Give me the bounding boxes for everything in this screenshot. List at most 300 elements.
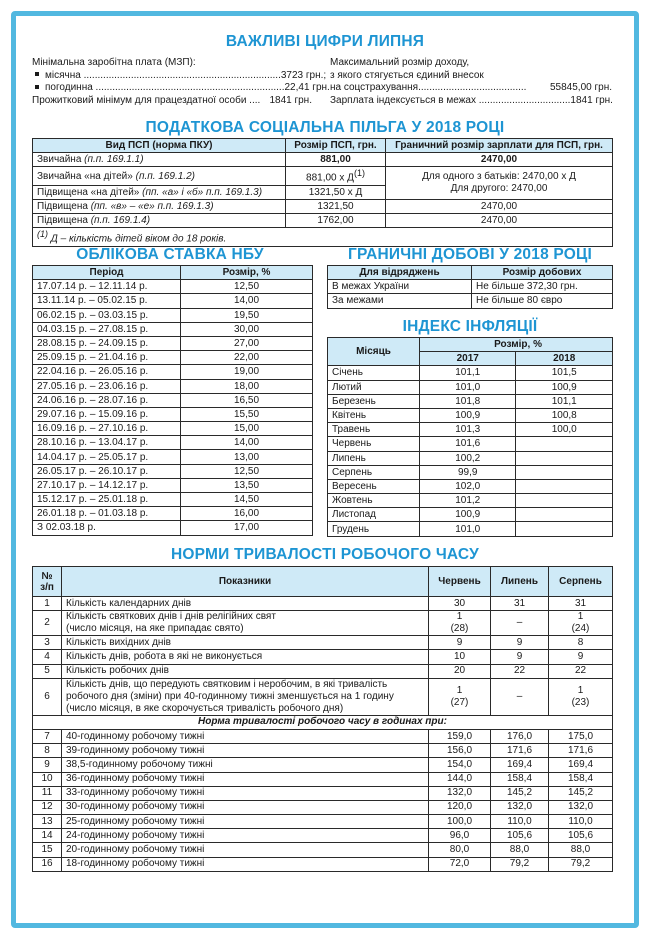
work-jun: [429, 636, 491, 650]
work-label: 18-годинному робочому тижні: [62, 857, 429, 871]
psp-title: ПОДАТКОВА СОЦІАЛЬНА ПІЛЬГА У 2018 РОЦІ: [145, 119, 505, 136]
psp-amount: 881,00: [286, 153, 386, 167]
work-num: 1: [33, 597, 62, 611]
nbu-period: 13.11.14 р. – 05.02.15 р.: [33, 294, 181, 308]
work-aug: [549, 650, 613, 664]
table-row: [33, 322, 313, 336]
psp-limit: 2470,00: [386, 214, 613, 228]
work-jul: 158,4: [491, 772, 549, 786]
table-row: [33, 280, 313, 294]
work-label: [62, 678, 429, 715]
work-value-line: 9: [577, 650, 584, 662]
work-label-line: (число місяця, в яке скорочується тривалість робочого дня): [66, 702, 344, 714]
inflation-col-month: Місяць: [328, 338, 420, 366]
psp-limit-parent1: Для одного з батьків: 2470,00 х Д: [422, 171, 576, 183]
nbu-rate: 16,00: [181, 507, 313, 521]
max-income-line1: Максимальний розмір доходу,: [330, 57, 470, 68]
work-col-jun: Червень: [429, 567, 491, 597]
psp-type: Підвищена: [37, 215, 88, 227]
nbu-rate: 14,00: [181, 294, 313, 308]
mzp-label: Мінімальна заробітна плата (МЗП):: [32, 57, 196, 68]
key-numbers-title: ВАЖЛИВІ ЦИФРИ ЛИПНЯ: [225, 33, 425, 50]
work-jul: 132,0: [491, 800, 549, 814]
psp-header-row: [33, 139, 613, 153]
nbu-period: 27.05.16 р. – 23.06.16 р.: [33, 379, 181, 393]
work-num: 11: [33, 786, 62, 800]
work-time-header-row: [33, 567, 613, 597]
max-income-row: на соцстрахування....................................... 55845,00 грн.: [330, 82, 612, 93]
inflation-value-2018: [516, 437, 613, 451]
table-row: [328, 408, 613, 422]
table-row: [33, 308, 313, 322]
psp-norm: (пп. «а» і «б» п.п. 169.1.3): [142, 186, 263, 198]
inflation-month: Вересень: [328, 479, 420, 493]
table-row: [328, 494, 613, 508]
work-col-num: № з/п: [33, 567, 62, 597]
inflation-month: Травень: [328, 423, 420, 437]
work-jul: 22: [491, 664, 549, 678]
table-row: [328, 380, 613, 394]
work-aug: [549, 636, 613, 650]
table-row: [328, 394, 613, 408]
work-label: 24-годинному робочому тижні: [62, 829, 429, 843]
psp-footnote-row: [33, 228, 613, 246]
work-label-line: Кількість робочих днів: [66, 665, 169, 677]
inflation-value-2017: 101,3: [420, 423, 516, 437]
nbu-period: 24.06.16 р. – 28.07.16 р.: [33, 393, 181, 407]
table-row: [328, 508, 613, 522]
table-row: [33, 678, 613, 715]
table-row: [328, 479, 613, 493]
work-value-line: 22: [574, 665, 587, 677]
per-diem-type: За межами: [328, 294, 472, 308]
table-row: [33, 744, 613, 758]
inflation-value-2018: [516, 494, 613, 508]
nbu-rate: 13,50: [181, 478, 313, 492]
work-value-line: 1: [577, 611, 584, 623]
nbu-rate: 14,50: [181, 493, 313, 507]
work-num: 2: [33, 611, 62, 636]
table-row: [33, 829, 613, 843]
inflation-value-2017: 101,8: [420, 394, 516, 408]
psp-amount: 1321,50: [286, 199, 386, 213]
inflation-value-2018: [516, 508, 613, 522]
work-num: 10: [33, 772, 62, 786]
nbu-period: 26.01.18 р. – 01.03.18 р.: [33, 507, 181, 521]
work-label-line: Кількість вихідних днів: [66, 636, 171, 648]
nbu-rate: 30,00: [181, 322, 313, 336]
table-row: [33, 336, 313, 350]
work-aug: 171,6: [549, 744, 613, 758]
inflation-month: Січень: [328, 366, 420, 380]
table-row: [33, 379, 313, 393]
monthly-row: місячна ....................................................................... 3723 грн.;: [32, 70, 312, 83]
psp-limit-children: [386, 167, 613, 200]
inflation-value-2017: 99,9: [420, 465, 516, 479]
work-label: [62, 636, 429, 650]
work-time-table: [32, 566, 613, 872]
nbu-period: 29.07.16 р. – 15.09.16 р.: [33, 407, 181, 421]
inflation-title: ІНДЕКС ІНФЛЯЦІЇ: [402, 318, 538, 335]
inflation-year-2018: 2018: [516, 352, 613, 366]
inflation-month: Жовтень: [328, 494, 420, 508]
work-label-line: (число місяця, на яке припадає свято): [66, 623, 244, 635]
work-label: 38,5-годинному робочому тижні: [62, 758, 429, 772]
indexation-row: Зарплата індексується в межах ................................. 1841 грн.: [330, 94, 613, 106]
nbu-rate: 15,50: [181, 407, 313, 421]
nbu-col-period: Період: [33, 266, 181, 280]
inflation-value-2018: 100,0: [516, 423, 613, 437]
inflation-value-2017: 101,0: [420, 380, 516, 394]
work-jun: 132,0: [429, 786, 491, 800]
table-row: [33, 167, 613, 185]
work-jul: 171,6: [491, 744, 549, 758]
work-value-line: 31: [574, 597, 587, 609]
work-num: 9: [33, 758, 62, 772]
work-aug: 132,0: [549, 800, 613, 814]
table-row: [33, 815, 613, 829]
work-aug: [549, 678, 613, 715]
inflation-value-2017: 101,6: [420, 437, 516, 451]
work-label: [62, 650, 429, 664]
table-row: [33, 464, 313, 478]
table-row: [328, 522, 613, 536]
work-aug: 175,0: [549, 729, 613, 743]
per-diem-col-amount: Розмір добових: [472, 266, 613, 280]
nbu-rate: 17,00: [181, 521, 313, 535]
work-jul: 79,2: [491, 857, 549, 871]
max-income-line2: з якого стягується єдиний внесок: [330, 69, 484, 81]
psp-limit: 2470,00: [386, 199, 613, 213]
psp-amount: 1762,00: [286, 214, 386, 228]
table-row: [33, 153, 613, 167]
table-row: [328, 437, 613, 451]
hourly-value: 22,41 грн.: [284, 82, 330, 93]
subsistence-row: [32, 95, 312, 108]
psp-type: Підвищена: [37, 200, 88, 212]
inflation-value-2017: 101,2: [420, 494, 516, 508]
work-jul: 169,4: [491, 758, 549, 772]
table-row: [33, 436, 313, 450]
psp-limit: 2470,00: [386, 153, 613, 167]
inflation-value-2017: 101,1: [420, 366, 516, 380]
work-jun: [429, 611, 491, 636]
table-row: [33, 393, 313, 407]
work-jul: 145,2: [491, 786, 549, 800]
work-num: 13: [33, 815, 62, 829]
psp-amount: 1321,50 х Д: [286, 185, 386, 199]
work-value-line: (28): [450, 623, 469, 635]
work-jun: 80,0: [429, 843, 491, 857]
table-row: [33, 650, 613, 664]
inflation-month: Серпень: [328, 465, 420, 479]
work-num: 7: [33, 729, 62, 743]
nbu-period: 28.10.16 р. – 13.04.17 р.: [33, 436, 181, 450]
work-label: 20-годинному робочому тижні: [62, 843, 429, 857]
inflation-header-row: [328, 338, 613, 352]
subsistence-value: 1841 грн.: [269, 94, 312, 106]
work-jun: [429, 650, 491, 664]
nbu-table: [32, 265, 313, 536]
hourly-label: погодинна: [45, 82, 93, 93]
psp-limit-parent2: Для другого: 2470,00: [450, 183, 548, 195]
bullet-icon: [35, 72, 39, 76]
work-label-line: Кількість календарних днів: [66, 597, 192, 609]
work-label: 40-годинному робочому тижні: [62, 729, 429, 743]
work-jul: 9: [491, 650, 549, 664]
psp-norm: (п.п. 169.1.2): [135, 170, 195, 182]
inflation-table: [327, 337, 613, 537]
work-num: 15: [33, 843, 62, 857]
work-jul: 110,0: [491, 815, 549, 829]
indexation-value: 1841 грн.: [570, 94, 613, 106]
table-row: [33, 611, 613, 636]
work-label-line: Кількість святкових днів і днів релігійних свят: [66, 611, 276, 623]
work-aug: [549, 664, 613, 678]
work-aug: [549, 597, 613, 611]
work-time-title: НОРМИ ТРИВАЛОСТІ РОБОЧОГО ЧАСУ: [171, 546, 479, 563]
per-diem-title: ГРАНИЧНІ ДОБОВІ У 2018 РОЦІ: [347, 246, 593, 263]
table-row: [33, 493, 313, 507]
nbu-col-rate: Розмір, %: [181, 266, 313, 280]
table-row: [33, 664, 613, 678]
work-value-line: (23): [571, 696, 590, 708]
inflation-value-2017: 100,9: [420, 408, 516, 422]
psp-col-limit: Граничний розмір зарплати для ПСП, грн.: [386, 139, 613, 153]
work-jun: 154,0: [429, 758, 491, 772]
table-row: [328, 423, 613, 437]
work-value-line: 9: [456, 636, 463, 648]
psp-norm: (п.п. 169.1.1): [84, 154, 144, 166]
work-value-line: 1: [456, 611, 463, 623]
work-jul: –: [491, 611, 549, 636]
work-col-label: Показники: [62, 567, 429, 597]
psp-col-amount: Розмір ПСП, грн.: [286, 139, 386, 153]
psp-table: [32, 138, 613, 247]
work-value-line: 1: [456, 684, 463, 696]
work-label: [62, 597, 429, 611]
nbu-period: 15.12.17 р. – 25.01.18 р.: [33, 493, 181, 507]
hours-header: Норма тривалості робочого часу в годинах при:: [33, 715, 613, 729]
table-row: [328, 294, 613, 308]
work-value-line: 8: [577, 636, 584, 648]
table-row: [328, 451, 613, 465]
table-row: [33, 597, 613, 611]
inflation-value-2018: [516, 479, 613, 493]
inflation-month: Грудень: [328, 522, 420, 536]
work-jun: [429, 597, 491, 611]
table-row: [33, 365, 313, 379]
table-row: [33, 857, 613, 871]
table-row: [33, 199, 613, 213]
work-aug: 145,2: [549, 786, 613, 800]
nbu-rate: 12,50: [181, 464, 313, 478]
work-jun: 156,0: [429, 744, 491, 758]
per-diem-amount: Не більше 80 євро: [472, 294, 613, 308]
work-label: [62, 664, 429, 678]
work-num: 16: [33, 857, 62, 871]
key-numbers-left: [32, 57, 330, 107]
per-diem-header-row: [328, 266, 613, 280]
work-jun: 72,0: [429, 857, 491, 871]
work-num: 14: [33, 829, 62, 843]
per-diem-table: [327, 265, 613, 309]
table-row: [33, 800, 613, 814]
psp-amount-cell: [286, 167, 386, 185]
monthly-value: 3723 грн.;: [280, 69, 327, 81]
work-value-line: 20: [453, 665, 466, 677]
work-label-line: робочого дня (зміни) при 40-годинному тижні зменшується на 1 годину: [66, 690, 394, 702]
inflation-year-2017: 2017: [420, 352, 516, 366]
nbu-period: 28.08.15 р. – 24.09.15 р.: [33, 336, 181, 350]
inflation-value-2018: 100,8: [516, 408, 613, 422]
work-num: 8: [33, 744, 62, 758]
work-col-aug: Серпень: [549, 567, 613, 597]
work-label: 30-годинному робочому тижні: [62, 800, 429, 814]
nbu-title: ОБЛІКОВА СТАВКА НБУ: [76, 246, 264, 263]
work-value-line: 30: [453, 597, 466, 609]
subsistence-label: Прожитковий мінімум для працездатної особи ....: [32, 94, 261, 106]
psp-norm: (п.п. 169.1.4): [90, 215, 151, 227]
table-row: [33, 758, 613, 772]
nbu-period: 25.09.15 р. – 21.04.16 р.: [33, 351, 181, 365]
nbu-rate: 27,00: [181, 336, 313, 350]
inflation-month: Листопад: [328, 508, 420, 522]
nbu-rate: 15,00: [181, 422, 313, 436]
psp-type: Підвищена «на дітей»: [37, 186, 140, 198]
work-label: 25-годинному робочому тижні: [62, 815, 429, 829]
inflation-value-2018: 100,9: [516, 380, 613, 394]
table-row: [328, 366, 613, 380]
work-label: 36-годинному робочому тижні: [62, 772, 429, 786]
inflation-value-2018: [516, 465, 613, 479]
inflation-value-2018: [516, 451, 613, 465]
work-jun: 144,0: [429, 772, 491, 786]
inflation-month: Березень: [328, 394, 420, 408]
psp-type: Звичайна «на дітей»: [37, 170, 133, 182]
table-row: [33, 772, 613, 786]
psp-footnote: Д – кількість дітей віком до 18 років.: [50, 233, 227, 245]
inflation-month: Червень: [328, 437, 420, 451]
psp-norm: (пп. «в» – «е» п.п. 169.1.3): [90, 200, 214, 212]
psp-amount: 881,00 х Д: [306, 172, 354, 184]
nbu-period: 14.04.17 р. – 25.05.17 р.: [33, 450, 181, 464]
nbu-rate: 19,00: [181, 365, 313, 379]
table-row: [33, 478, 313, 492]
nbu-period: 04.03.15 р. – 27.08.15 р.: [33, 322, 181, 336]
nbu-rate: 16,50: [181, 393, 313, 407]
max-income-value: 55845,00 грн.: [550, 82, 612, 93]
table-row: [328, 465, 613, 479]
table-row: [33, 450, 313, 464]
psp-footnote-cell: [33, 228, 613, 246]
monthly-label: місячна: [45, 69, 81, 81]
table-row: [33, 786, 613, 800]
work-value-line: 1: [577, 684, 584, 696]
work-jun: 100,0: [429, 815, 491, 829]
per-diem-amount: Не більше 372,30 грн.: [472, 280, 613, 294]
work-num: 3: [33, 636, 62, 650]
nbu-period: 27.10.17 р. – 14.12.17 р.: [33, 478, 181, 492]
inflation-month: Квітень: [328, 408, 420, 422]
nbu-rate: 13,00: [181, 450, 313, 464]
table-row: [33, 507, 313, 521]
max-income-line3: на соцстрахування: [330, 82, 419, 93]
work-label-line: Кількість днів, що передують святковим і неробочим, в які тривалість: [66, 678, 388, 690]
nbu-rate: 22,00: [181, 351, 313, 365]
table-row: [33, 214, 613, 228]
work-value-line: 10: [453, 650, 466, 662]
work-label: 39-годинному робочому тижні: [62, 744, 429, 758]
key-numbers-right: [330, 57, 612, 107]
nbu-rate: 18,00: [181, 379, 313, 393]
table-row: [33, 521, 313, 535]
work-label-line: Кількість днів, робота в які не виконується: [66, 650, 263, 662]
nbu-period: 16.09.16 р. – 27.10.16 р.: [33, 422, 181, 436]
hours-header-row: [33, 715, 613, 729]
hourly-row: погодинна .................................................................... 22,41 грн.: [32, 82, 312, 95]
work-jul: 88,0: [491, 843, 549, 857]
psp-type-cell: [33, 199, 286, 213]
work-jul: 105,6: [491, 829, 549, 843]
work-label: 33-годинному робочому тижні: [62, 786, 429, 800]
work-jul: 176,0: [491, 729, 549, 743]
work-aug: 88,0: [549, 843, 613, 857]
table-row: [33, 729, 613, 743]
nbu-period: З 02.03.18 р.: [33, 521, 181, 535]
inflation-value-2017: 100,2: [420, 451, 516, 465]
inflation-value-2017: 100,9: [420, 508, 516, 522]
work-jul: 9: [491, 636, 549, 650]
work-value-line: (24): [571, 623, 590, 635]
work-aug: 158,4: [549, 772, 613, 786]
inflation-month: Липень: [328, 451, 420, 465]
bullet-icon: [35, 85, 39, 89]
inflation-value-2018: 101,5: [516, 366, 613, 380]
inflation-value-2018: [516, 522, 613, 536]
work-jun: [429, 678, 491, 715]
footnote-mark: (1): [37, 229, 48, 240]
work-jun: 159,0: [429, 729, 491, 743]
table-row: [328, 280, 613, 294]
table-row: [33, 636, 613, 650]
indexation-label: Зарплата індексується в межах: [330, 94, 476, 106]
work-jun: 120,0: [429, 800, 491, 814]
work-jun: [429, 664, 491, 678]
table-row: [33, 843, 613, 857]
table-row: [33, 294, 313, 308]
work-num: 6: [33, 678, 62, 715]
work-num: 4: [33, 650, 62, 664]
table-row: [33, 407, 313, 421]
nbu-rate: 14,00: [181, 436, 313, 450]
psp-type-cell: [33, 153, 286, 167]
nbu-header-row: [33, 266, 313, 280]
work-aug: 110,0: [549, 815, 613, 829]
inflation-value-2018: 101,1: [516, 394, 613, 408]
nbu-period: 17.07.14 р. – 12.11.14 р.: [33, 280, 181, 294]
inflation-col-size: Розмір, %: [420, 338, 613, 352]
nbu-period: 22.04.16 р. – 26.05.16 р.: [33, 365, 181, 379]
work-num: 12: [33, 800, 62, 814]
psp-type-cell: [33, 185, 286, 199]
work-aug: 79,2: [549, 857, 613, 871]
nbu-period: 06.02.15 р. – 03.03.15 р.: [33, 308, 181, 322]
work-col-jul: Липень: [491, 567, 549, 597]
work-jun: 96,0: [429, 829, 491, 843]
psp-type-cell: [33, 214, 286, 228]
table-row: [33, 351, 313, 365]
